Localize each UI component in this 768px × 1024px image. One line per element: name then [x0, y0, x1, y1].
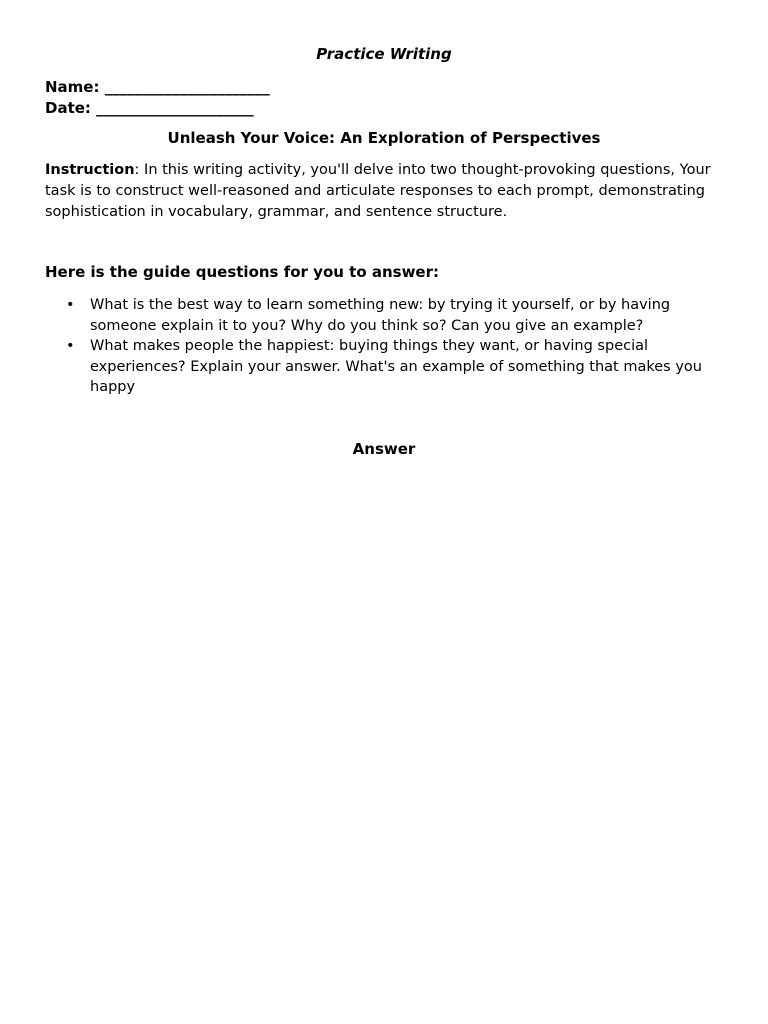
date-field: Date: _____________________ [45, 99, 254, 117]
bullet-icon: • [66, 297, 75, 313]
question-item [45, 295, 723, 336]
document-title: Practice Writing [316, 45, 452, 63]
document-page [45, 0, 723, 1024]
instruction-text: : In this writing activity, you'll delve into two thought-provoking questions, Your task is to construct well-reasoned and articulate responses to each prompt, demonstrating sophistication in vocabulary, grammar, and sentence structure. [45, 162, 711, 220]
instruction-paragraph [45, 160, 723, 223]
name-field: Name: ______________________ [45, 78, 270, 96]
bullet-icon: • [66, 338, 75, 354]
instruction-label: Instruction [45, 162, 135, 178]
question-list [45, 295, 723, 398]
question-item [45, 336, 723, 398]
question-text: What is the best way to learn something new: by trying it yourself, or by having someone explain it to you? Why do you think so? Can you give an example? [90, 297, 671, 334]
guide-heading: Here is the guide questions for you to answer: [45, 263, 439, 281]
answer-heading: Answer [352, 440, 416, 458]
question-text: What makes people the happiest: buying things they want, or having special experiences? Explain your answer. What's an example of something that makes you happy [90, 338, 702, 395]
document-subtitle: Unleash Your Voice: An Exploration of Perspectives [167, 129, 601, 147]
